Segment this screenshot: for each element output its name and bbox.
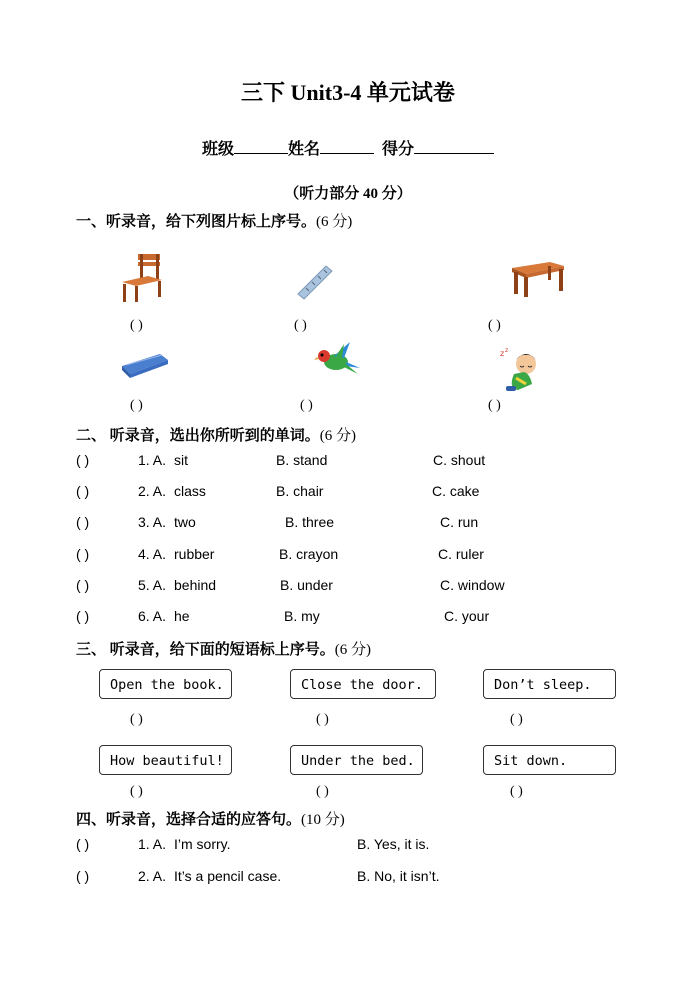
option-b: B. three <box>285 514 335 530</box>
page-title: 三下 Unit3-4 单元试卷 <box>241 80 455 105</box>
listening-subtitle: （听力部分 40 分） <box>284 186 412 202</box>
option-a: rubber <box>174 546 215 562</box>
image-answer-blank[interactable]: ( ) <box>488 398 501 413</box>
option-b: B. my <box>284 608 320 624</box>
section-2-heading: 二、 听录音，选出你所听到的单词。(6 分) <box>76 428 357 444</box>
image-answer-blank[interactable]: ( ) <box>294 318 307 333</box>
phrase-box: Open the book. <box>99 669 232 699</box>
option-c: C. cake <box>432 483 480 499</box>
section-4-heading: 四、听录音，选择合适的应答句。(10 分) <box>76 812 345 828</box>
svg-text:z: z <box>500 349 505 358</box>
section-3-heading: 三、 听录音，给下面的短语标上序号。(6 分) <box>76 642 372 658</box>
option-a: I’m sorry. <box>174 836 231 852</box>
name-blank[interactable] <box>320 139 374 154</box>
phrase-answer-blank[interactable]: ( ) <box>130 712 143 727</box>
ruler-icon <box>296 262 336 302</box>
phrase-box: Don’t sleep. <box>483 669 616 699</box>
image-answer-blank[interactable]: ( ) <box>488 318 501 333</box>
pencil-case-icon <box>120 350 170 380</box>
answer-blank[interactable]: ( ) <box>76 577 90 593</box>
option-c: C. your <box>444 608 490 624</box>
option-c: C. run <box>440 514 479 530</box>
option-a: two <box>174 514 196 530</box>
image-answer-blank[interactable]: ( ) <box>300 398 313 413</box>
phrase-answer-blank[interactable]: ( ) <box>316 784 329 799</box>
option-a: behind <box>174 577 217 593</box>
option-b: B. under <box>280 577 333 593</box>
phrase-box: How beautiful! <box>99 745 232 775</box>
class-label: 班级 <box>201 141 234 158</box>
section-1-heading: 一、听录音，给下列图片标上序号。(6 分) <box>76 214 353 230</box>
phrase-answer-blank[interactable]: ( ) <box>130 784 143 799</box>
option-c: C. window <box>440 577 505 593</box>
option-b: B. chair <box>276 483 324 499</box>
image-answer-blank[interactable]: ( ) <box>130 398 143 413</box>
answer-blank[interactable]: ( ) <box>76 608 90 624</box>
score-label: 得分 <box>382 141 415 158</box>
option-a: sit <box>174 452 188 468</box>
chair-icon <box>118 252 164 304</box>
score-blank[interactable] <box>414 139 494 154</box>
option-a: It’s a pencil case. <box>174 868 282 884</box>
option-b: B. crayon <box>279 546 339 562</box>
svg-text:z: z <box>505 347 509 354</box>
phrase-box: Close the door. <box>290 669 436 699</box>
option-b: B. stand <box>276 452 328 468</box>
option-b: B. No, it isn’t. <box>357 868 440 884</box>
phrase-box: Under the bed. <box>290 745 423 775</box>
answer-blank[interactable]: ( ) <box>76 546 90 562</box>
answer-blank[interactable]: ( ) <box>76 483 90 499</box>
option-c: C. ruler <box>438 546 484 562</box>
answer-blank[interactable]: ( ) <box>76 514 90 530</box>
option-a: class <box>174 483 206 499</box>
name-label: 姓名 <box>287 141 320 158</box>
answer-blank[interactable]: ( ) <box>76 452 90 468</box>
answer-blank[interactable]: ( ) <box>76 836 90 852</box>
phrase-answer-blank[interactable]: ( ) <box>510 784 523 799</box>
bird-icon <box>314 340 362 378</box>
student-info-line <box>0 136 696 159</box>
phrase-answer-blank[interactable]: ( ) <box>510 712 523 727</box>
image-answer-blank[interactable]: ( ) <box>130 318 143 333</box>
option-b: B. Yes, it is. <box>357 836 430 852</box>
option-a: he <box>174 608 190 624</box>
table-icon <box>510 260 566 300</box>
option-c: C. shout <box>433 452 486 468</box>
phrase-box: Sit down. <box>483 745 616 775</box>
sleeping-boy-icon <box>498 344 544 394</box>
class-blank[interactable] <box>234 139 288 154</box>
phrase-answer-blank[interactable]: ( ) <box>316 712 329 727</box>
answer-blank[interactable]: ( ) <box>76 868 90 884</box>
